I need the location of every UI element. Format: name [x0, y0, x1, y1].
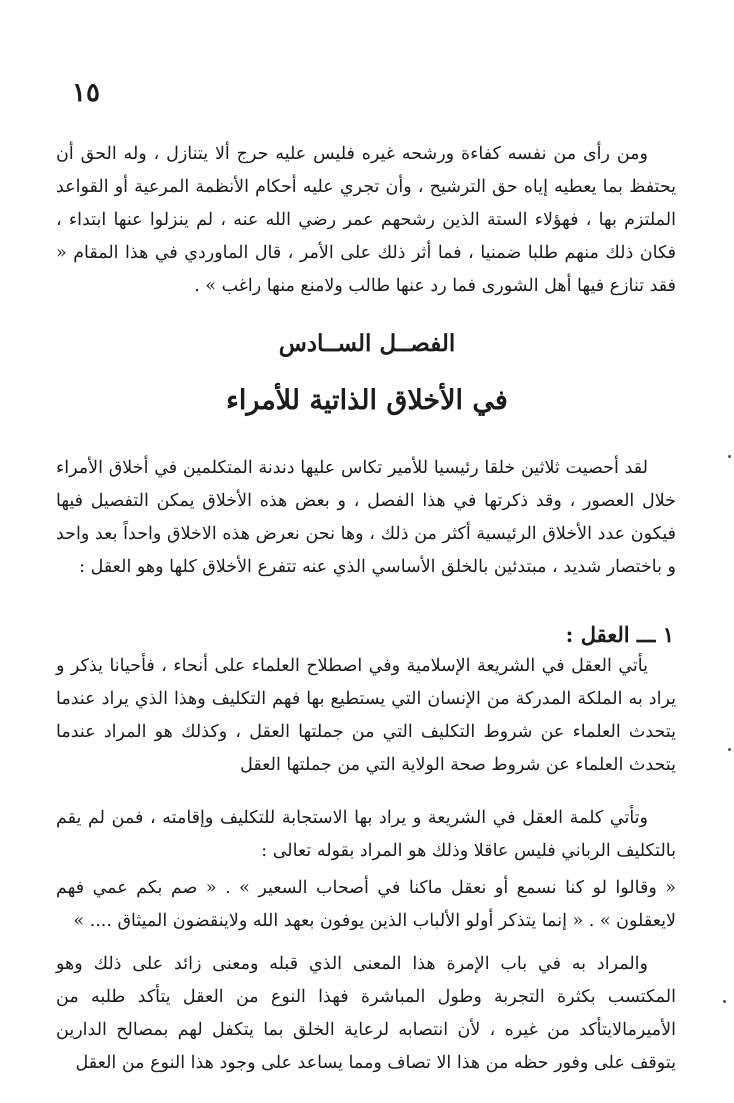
overview-paragraph: [56, 452, 676, 584]
reason-text-3: والمراد به في باب الإمرة هذا المعنى الذي قبله ومعنى زائد على ذلك وهو المكتسب بكثرة التجربة وطول المباشرة فهذا النوع من العقل يتأكد طلبه من الأميرمالايتأكد من غيره ، لأن انتصابه لرعاية الخلق بما يتكفل لهم بمصالح الدارين يتوقف على وفور حظه من هذا الا تصاف ومما يساعد على وجود هذا النوع من العقل: [56, 954, 676, 1073]
quran-quote-text: « وقالوا لو كنا نسمع أو نعقل ماكنا في أصحاب السعير » . « صم بكم عمي فهم لايعقلون » . « إنما يتذكر أولو الألباب الذين يوفون بعهد الله ولاينقضون الميثاق .... »: [56, 878, 676, 931]
scan-speck: [723, 1000, 726, 1003]
reason-paragraph-1: [56, 650, 676, 782]
overview-text: لقد أحصيت ثلاثين خلقا رئيسيا للأمير تكاس عليها دندنة المتكلمين في أخلاق الأمراء خلال العصور ، وقد ذكرتها في هذا الفصل ، و بعض هذه الأخلاق يمكن التفصيل فيها فيكون عدد الأخلاق الرئيسية أكثر من ذلك ، وها نحن نعرض هذه الاخلاق واحداً بعد واحد و باختصار شديد ، مبتدئين بالخلق الأساسي الذي عنه تتفرع الأخلاق كلها وهو العقل :: [56, 458, 676, 577]
reason-paragraph-2: [56, 802, 676, 868]
intro-paragraph: [56, 138, 676, 303]
section-heading: ١ ـــ العقل :: [565, 622, 674, 647]
intro-text: ومن رأى من نفسه كفاءة ورشحه غيره فليس عليه حرج ألا يتنازل ، وله الحق أن يحتفظ بما يعطيه إياه حق الترشيح ، وأن تجري عليه أحكام الأنظمة المرعية أو القواعد الملتزم بها ، فهؤلاء الستة الذين رشحهم عمر رضي الله عنه ، لم ينزلوا عنها ابتداء ، فكان ذلك منهم طلبا ضمنيا ، فما أثر ذلك على الأمر ، قال الماوردي في هذا المقام « فقد تنازع فيها أهل الشورى فما رد عنها طالب ولامنع منها راغب » .: [56, 144, 676, 296]
chapter-subtitle: في الأخلاق الذاتية للأمراء: [226, 385, 508, 416]
reason-text-2: وتأتي كلمة العقل في الشريعة و يراد بها الاستجابة للتكليف وإقامته ، فمن لم يقم بالتكليف الرباني فليس عاقلا وذلك هو المراد بقوله تعالى :: [56, 808, 676, 861]
reason-text-1: يأتي العقل في الشريعة الإسلامية وفي اصطلاح العلماء على أنحاء ، فأحيانا يذكر و يراد به الملكة المدركة من الإنسان التي يستطيع بها فهم التكليف وهذا الذي يراد عندما يتحدث العلماء عن شروط التكليف التي من جملتها العقل ، وكذلك هو المراد عندما يتحدث العلماء عن شروط صحة الولاية التي من جملتها العقل: [56, 656, 676, 775]
scan-speck: [728, 748, 731, 751]
reason-paragraph-3: [56, 948, 676, 1080]
chapter-title: الفصــل الســادس: [278, 330, 456, 357]
page-number: ١٥: [72, 78, 100, 108]
quran-quote-paragraph: [56, 872, 676, 938]
scan-speck: [728, 455, 731, 458]
